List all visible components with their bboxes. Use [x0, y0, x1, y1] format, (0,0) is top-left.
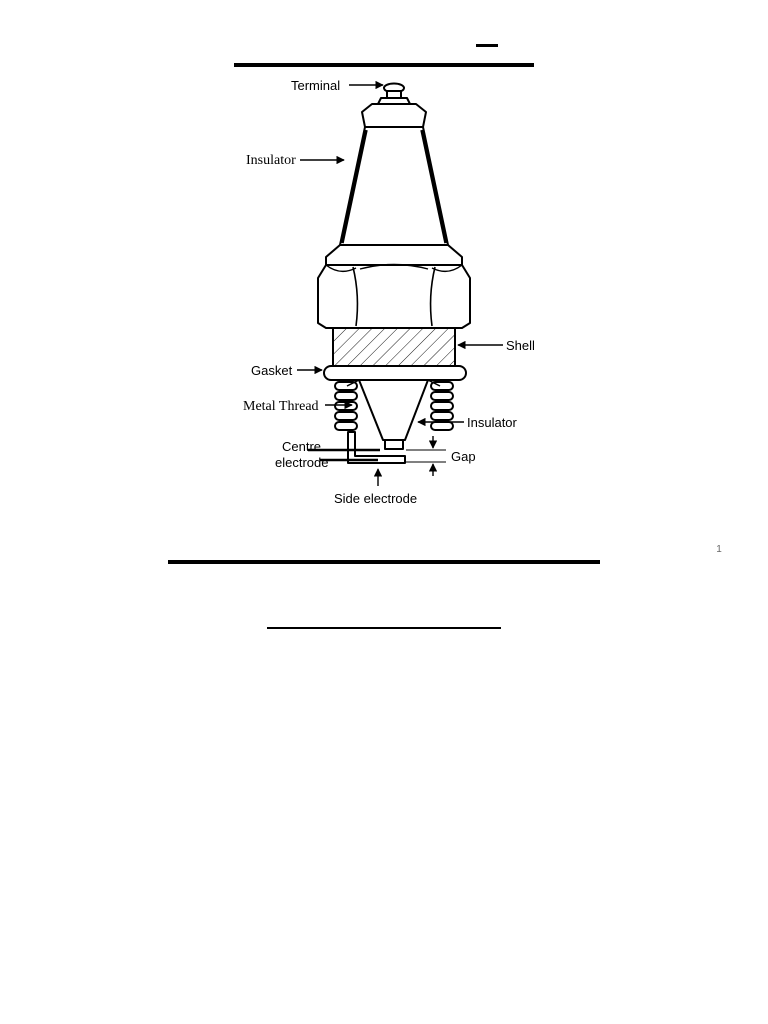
gasket-ring: [324, 366, 466, 380]
page-number: 1: [716, 544, 722, 555]
label-gasket: Gasket: [251, 363, 293, 378]
thread-left: [335, 382, 357, 430]
label-metal-thread: Metal Thread: [243, 399, 319, 414]
label-side-electrode: Side electrode: [334, 491, 418, 506]
thread-right: [431, 382, 453, 430]
hex-nut: [318, 245, 470, 328]
shell-body: [333, 328, 455, 366]
label-insulator-top: Insulator: [246, 153, 296, 168]
terminal-part: [378, 84, 410, 105]
spark-plug: [318, 84, 470, 464]
label-centre-electrode-line1: Centre: [282, 439, 322, 454]
label-centre-electrode-line2: electrode: [275, 455, 329, 470]
label-insulator-bottom: Insulator: [467, 415, 517, 430]
label-gap: Gap: [451, 449, 476, 464]
label-terminal: Terminal: [291, 78, 341, 93]
label-shell: Shell: [506, 338, 535, 353]
upper-insulator: [340, 104, 448, 245]
lower-insulator: [347, 380, 440, 440]
centre-electrode-tip: [385, 440, 403, 449]
